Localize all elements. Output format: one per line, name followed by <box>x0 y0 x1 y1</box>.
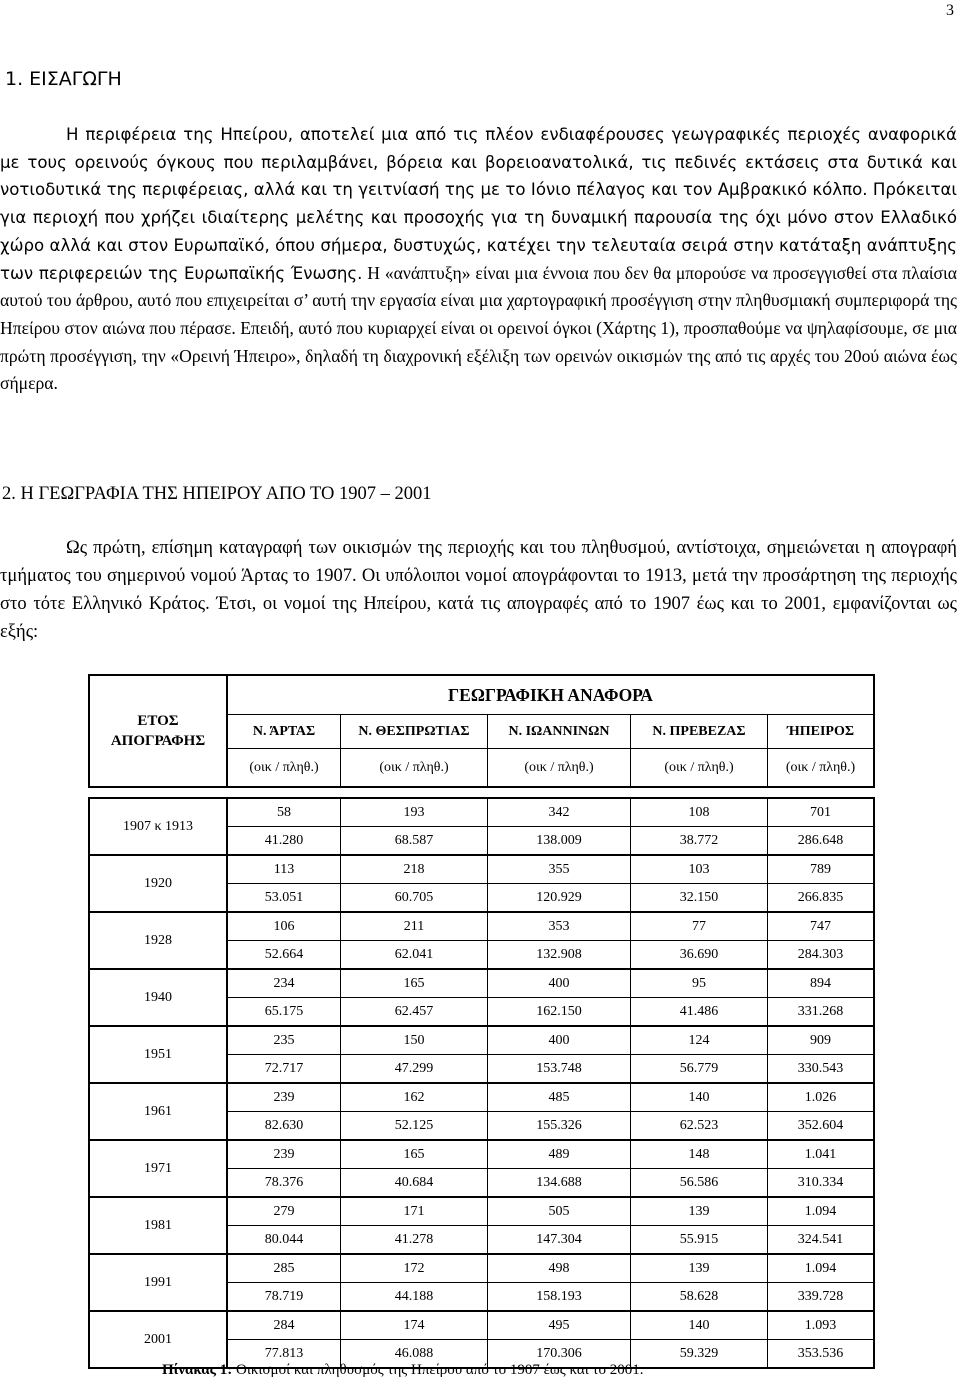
settlements-cell: 106 <box>227 912 341 941</box>
settlements-cell: 103 <box>631 855 768 884</box>
settlements-cell: 285 <box>227 1254 341 1283</box>
census-year: 1961 <box>89 1083 227 1140</box>
population-cell: 353.536 <box>768 1340 875 1369</box>
settlements-cell: 701 <box>768 798 875 827</box>
settlements-cell: 58 <box>227 798 341 827</box>
census-year: 1991 <box>89 1254 227 1311</box>
settlements-cell: 489 <box>488 1140 631 1169</box>
settlements-cell: 150 <box>341 1026 488 1055</box>
settlements-cell: 498 <box>488 1254 631 1283</box>
settlements-cell: 495 <box>488 1311 631 1340</box>
population-cell: 352.604 <box>768 1112 875 1141</box>
column-header: Ν. ΠΡΕΒΕΖΑΣ <box>631 715 768 749</box>
population-cell: 72.717 <box>227 1055 341 1084</box>
unit-label: (οικ / πληθ.) <box>768 749 875 788</box>
population-cell: 38.772 <box>631 827 768 856</box>
population-cell: 59.329 <box>631 1340 768 1369</box>
settlements-cell: 353 <box>488 912 631 941</box>
settlements-cell: 1.026 <box>768 1083 875 1112</box>
caption-text: Οικισμοί και πληθυσμός της Ηπείρου από το 1907 έως και το 2001. <box>232 1362 644 1378</box>
population-cell: 52.664 <box>227 941 341 970</box>
population-cell: 41.280 <box>227 827 341 856</box>
unit-label: (οικ / πληθ.) <box>341 749 488 788</box>
table-row <box>89 855 874 884</box>
population-cell: 324.541 <box>768 1226 875 1255</box>
settlements-cell: 342 <box>488 798 631 827</box>
population-cell: 62.457 <box>341 998 488 1027</box>
table-row <box>89 1254 874 1283</box>
settlements-cell: 139 <box>631 1197 768 1226</box>
section-2-paragraph: Ως πρώτη, επίσημη καταγραφή των οικισμών της περιοχής και του πληθυσμού, αντίστοιχα, σημειώνεται η απογραφή τμήματος του σημερινού νομού Άρτας το 1907. Οι υπόλοιποι νομοί απογράφονται το 1913, μετά την προσάρτηση της περιοχής στο τότε Ελληνικό Κράτος. Έτσι, οι νομοί της Ηπείρου, κατά τις απογραφές από το 1907 έως και το 2001, εμφανίζονται ως εξής: <box>0 538 957 642</box>
paragraph-serif-part: Η «ανάπτυξη» είναι μια έννοια που δεν θα μπορούσε να προσεγγισθεί στα πλαίσια αυτού του άρθρου, αυτό που επιχειρείται σ’ αυτή την εργασία είναι μια χαρτογραφική προσέγγιση στην πληθυσμιακή συμπεριφορά της Ηπείρου στον αιώνα που πέρασε. Επειδή, αυτό που κυριαρχεί είναι οι ορεινοί όγκοι (Χάρτης 1), προσπαθούμε να ψηλαφίσουμε, σε μια πρώτη προσέγγιση, την «Ορεινή Ήπειρο», δηλαδή τη διαχρονική εξέλιξη των ορεινών οικισμών της από τις αρχές του 20ού αιώνα έως σήμερα. <box>0 262 957 394</box>
year-header-line2: ΑΠΟΓΡΑΦΗΣ <box>110 733 206 749</box>
census-year: 1920 <box>89 855 227 912</box>
population-cell: 77.813 <box>227 1340 341 1369</box>
settlements-cell: 909 <box>768 1026 875 1055</box>
table-row <box>89 1311 874 1340</box>
table-row <box>89 1197 874 1226</box>
settlements-cell: 77 <box>631 912 768 941</box>
population-cell: 32.150 <box>631 884 768 913</box>
population-cell: 56.779 <box>631 1055 768 1084</box>
table-row <box>89 912 874 941</box>
table-row <box>89 969 874 998</box>
population-cell: 55.915 <box>631 1226 768 1255</box>
population-cell: 155.326 <box>488 1112 631 1141</box>
population-cell: 80.044 <box>227 1226 341 1255</box>
population-cell: 310.334 <box>768 1169 875 1198</box>
population-cell: 41.278 <box>341 1226 488 1255</box>
population-cell: 134.688 <box>488 1169 631 1198</box>
population-cell: 132.908 <box>488 941 631 970</box>
settlements-cell: 108 <box>631 798 768 827</box>
table-row <box>89 1083 874 1112</box>
settlements-cell: 1.094 <box>768 1197 875 1226</box>
population-cell: 44.188 <box>341 1283 488 1312</box>
population-cell: 331.268 <box>768 998 875 1027</box>
settlements-cell: 140 <box>631 1311 768 1340</box>
population-cell: 284.303 <box>768 941 875 970</box>
population-cell: 36.690 <box>631 941 768 970</box>
section-1-paragraph <box>0 121 957 398</box>
population-cell: 158.193 <box>488 1283 631 1312</box>
settlements-cell: 1.094 <box>768 1254 875 1283</box>
column-header: Ν. ΆΡΤΑΣ <box>227 715 341 749</box>
table-row <box>89 798 874 827</box>
census-year: 1981 <box>89 1197 227 1254</box>
census-year: 1940 <box>89 969 227 1026</box>
paragraph-sans-part: Η περιφέρεια της Ηπείρου, αποτελεί μια από τις πλέον ενδιαφέρουσες γεωγραφικές περιοχές αναφορικά με τους ορεινούς όγκους που περιλαμβάνει, βόρεια και βορειοανατολικά, τις πεδινές εκτάσεις στα δυτικά και νοτιοδυτικά της περιφέρειας, αλλά και τη γειτνίασή της με το Ιόνιο πέλαγος και τον Αμβρακικό κόλπο. Πρόκειται για περιοχή που χρήζει ιδιαίτερης μελέτης και προσοχής για τη δυναμική παρουσία της όχι μόνο στον Ελλαδικό χώρο αλλά και στον Ευρωπαϊκό, όπου σήμερα, δυστυχώς, κατέχει την τελευταία σειρά στην κατάταξη ανάπτυξης των περιφερειών της Ευρωπαϊκής Ένωσης. <box>0 125 957 283</box>
population-cell: 53.051 <box>227 884 341 913</box>
unit-label: (οικ / πληθ.) <box>227 749 341 788</box>
settlements-cell: 789 <box>768 855 875 884</box>
settlements-cell: 747 <box>768 912 875 941</box>
table-row <box>89 1026 874 1055</box>
population-cell: 266.835 <box>768 884 875 913</box>
year-header <box>89 675 227 787</box>
column-header: Ν. ΙΩΑΝΝΙΝΩΝ <box>488 715 631 749</box>
settlements-cell: 148 <box>631 1140 768 1169</box>
population-cell: 60.705 <box>341 884 488 913</box>
settlements-cell: 355 <box>488 855 631 884</box>
settlements-cell: 193 <box>341 798 488 827</box>
settlements-cell: 1.093 <box>768 1311 875 1340</box>
population-cell: 147.304 <box>488 1226 631 1255</box>
settlements-cell: 140 <box>631 1083 768 1112</box>
census-year: 2001 <box>89 1311 227 1368</box>
caption-label: Πίνακας 1: <box>162 1362 233 1378</box>
census-year: 1971 <box>89 1140 227 1197</box>
settlements-cell: 165 <box>341 1140 488 1169</box>
population-cell: 41.486 <box>631 998 768 1027</box>
geographic-reference-header: ΓΕΩΓΡΑΦΙΚΗ ΑΝΑΦΟΡΑ <box>227 675 874 715</box>
column-header: ΉΠΕΙΡΟΣ <box>768 715 875 749</box>
population-cell: 138.009 <box>488 827 631 856</box>
table-caption <box>162 1362 644 1379</box>
census-year: 1928 <box>89 912 227 969</box>
settlements-cell: 284 <box>227 1311 341 1340</box>
settlements-cell: 211 <box>341 912 488 941</box>
population-cell: 68.587 <box>341 827 488 856</box>
population-cell: 170.306 <box>488 1340 631 1369</box>
census-year: 1907 κ 1913 <box>89 798 227 855</box>
settlements-cell: 400 <box>488 969 631 998</box>
settlements-cell: 239 <box>227 1140 341 1169</box>
population-cell: 46.088 <box>341 1340 488 1369</box>
settlements-cell: 113 <box>227 855 341 884</box>
section-2-heading: 2. Η ΓΕΩΓΡΑΦΙΑ ΤΗΣ ΗΠΕΙΡΟΥ ΑΠΟ ΤΟ 1907 – 2001 <box>2 484 432 504</box>
population-cell: 56.586 <box>631 1169 768 1198</box>
settlements-cell: 234 <box>227 969 341 998</box>
settlements-cell: 279 <box>227 1197 341 1226</box>
population-cell: 40.684 <box>341 1169 488 1198</box>
unit-label: (οικ / πληθ.) <box>488 749 631 788</box>
unit-label: (οικ / πληθ.) <box>631 749 768 788</box>
settlements-cell: 95 <box>631 969 768 998</box>
population-cell: 120.929 <box>488 884 631 913</box>
settlements-cell: 485 <box>488 1083 631 1112</box>
section-1-heading: 1. ΕΙΣΑΓΩΓΗ <box>5 68 122 90</box>
population-table <box>88 674 875 1369</box>
population-cell: 62.523 <box>631 1112 768 1141</box>
year-header-line1: ΕΤΟΣ <box>137 713 179 729</box>
settlements-cell: 239 <box>227 1083 341 1112</box>
settlements-cell: 505 <box>488 1197 631 1226</box>
population-cell: 58.628 <box>631 1283 768 1312</box>
population-cell: 78.376 <box>227 1169 341 1198</box>
population-cell: 47.299 <box>341 1055 488 1084</box>
settlements-cell: 400 <box>488 1026 631 1055</box>
population-cell: 82.630 <box>227 1112 341 1141</box>
settlements-cell: 218 <box>341 855 488 884</box>
table-row <box>89 1140 874 1169</box>
settlements-cell: 172 <box>341 1254 488 1283</box>
settlements-cell: 174 <box>341 1311 488 1340</box>
population-cell: 65.175 <box>227 998 341 1027</box>
census-year: 1951 <box>89 1026 227 1083</box>
settlements-cell: 124 <box>631 1026 768 1055</box>
population-cell: 162.150 <box>488 998 631 1027</box>
settlements-cell: 139 <box>631 1254 768 1283</box>
page-number: 3 <box>946 2 954 19</box>
settlements-cell: 1.041 <box>768 1140 875 1169</box>
settlements-cell: 162 <box>341 1083 488 1112</box>
population-cell: 286.648 <box>768 827 875 856</box>
settlements-cell: 894 <box>768 969 875 998</box>
settlements-cell: 171 <box>341 1197 488 1226</box>
population-cell: 153.748 <box>488 1055 631 1084</box>
column-header: Ν. ΘΕΣΠΡΩΤΙΑΣ <box>341 715 488 749</box>
population-cell: 52.125 <box>341 1112 488 1141</box>
settlements-cell: 165 <box>341 969 488 998</box>
settlements-cell: 235 <box>227 1026 341 1055</box>
population-cell: 330.543 <box>768 1055 875 1084</box>
population-cell: 78.719 <box>227 1283 341 1312</box>
population-cell: 62.041 <box>341 941 488 970</box>
population-cell: 339.728 <box>768 1283 875 1312</box>
